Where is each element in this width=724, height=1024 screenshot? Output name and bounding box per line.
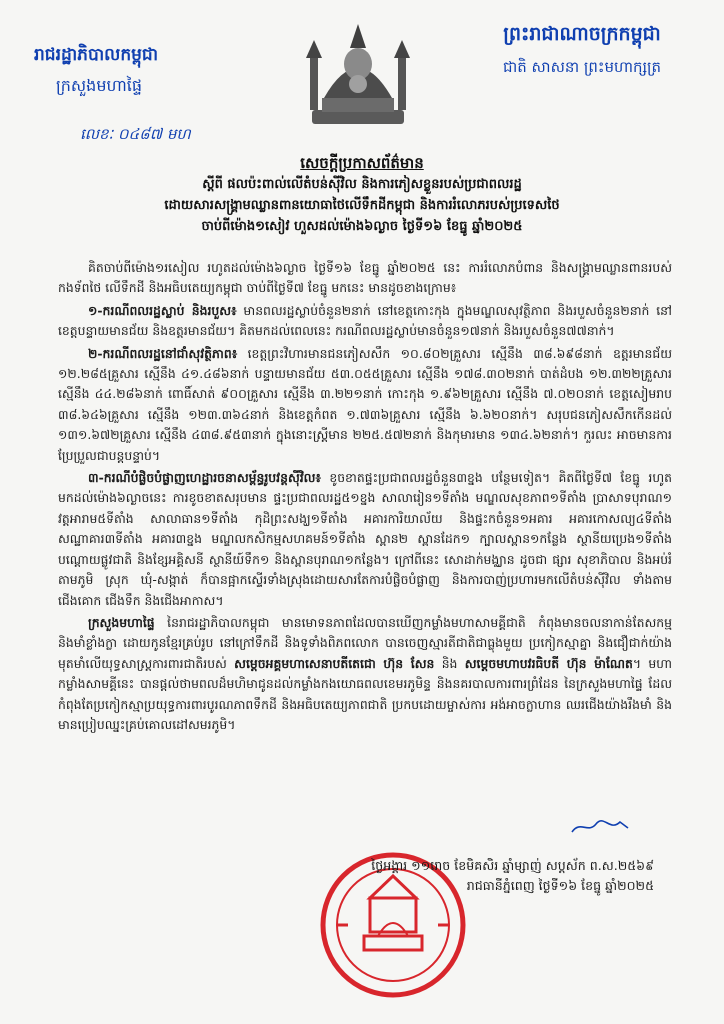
solar-date: រាជធានីភ្នំពេញ ថ្ងៃទី១៦ ខែធ្នូ ឆ្នាំ២០២៥ [466, 878, 654, 893]
intro-paragraph: គិតចាប់ពីម៉ោង១រសៀល រហូតដល់ម៉ោង៦ល្ងាច ថ្ងៃទី១៦ ខែធ្នូ ឆ្នាំ២០២៥ នេះ ការរំលោភបំពាន និងសង្គ្រាមឈ្លានពានរបស់កងទ័ពថៃ លើទឹកដី និងអធិបតេយ្យកម្ពុជា ចាប់ពីថ្ងៃទី៧ ខែធ្នូ មកនេះ មានដូចខាងក្រោម៖ [58, 260, 672, 296]
royal-emblem-icon [304, 18, 412, 132]
displaced-heading: ២-ករណីពលរដ្ឋនៅជាំសុវត្ថិភាព៖ [88, 345, 238, 361]
lunar-date: ថ្ងៃអង្គារ ១១រោច ខែមិគសិរ ឆ្នាំម្សាញ់ សប្តស័ក ព.ស.២៥៦៩ [371, 858, 654, 873]
date-block [371, 856, 654, 896]
paragraph-casualties [58, 301, 672, 342]
ministry-header [28, 44, 198, 147]
kingdom-name: ព្រះរាជាណាចក្រកម្ពុជា [503, 23, 661, 45]
national-motto: ជាតិ សាសនា ព្រះមហាក្សត្រ [502, 58, 662, 76]
document-title [70, 153, 654, 237]
paragraph-damage [58, 468, 672, 611]
leader-2: សម្ដេចមហាបវរធិបតី ហ៊ុន ម៉ាណែត [464, 655, 633, 671]
leader-1: សម្ដេចអគ្គមហាសេនាបតីតេជោ ហ៊ុន សែន [234, 655, 435, 671]
ministry-name: ក្រសួងមហាផ្ទៃ [56, 76, 143, 95]
ministry-text-end: ។ មហាកម្លាំងសាមគ្គីនេះ បានផ្តល់ថាមពលដ៏មហិមាជូនដល់កម្លាំងកងយោធពលខេមរភូមិន្ទ និងនគរបាលការពារព្រំដែន នៃក្រសួងមហាផ្ទៃ ដែលកំពុងតែប្រកៀកស្មាប្រយុទ្ធការពារបូរណភាពទឹកដី និងអធិបតេយ្យភាពជាតិ ប្រកបដោយម្ចាស់ការ អង់អាចក្លាហាន ឈរជើងយ៉ាងរឹងមាំ និងមានប្រៀបឈ្នះគ្រប់គោលដៅសមរភូមិ។ [58, 655, 672, 732]
damage-text: ខូចខាតផ្ទះប្រជាពលរដ្ឋចំនួន៣ខ្នង បន្ថែមទៀត។ គិតពីថ្ងៃទី៧ ខែធ្នូ រហូតមកដល់ម៉ោង៦ល្ងាចនេះ ការខូចខាតសរុបមាន ផ្ទះប្រជាពលរដ្ឋ៥១ខ្នង សាលារៀន១ទីតាំង មណ្ឌលសុខភាព១ទីតាំង ប្រាសាទបុរាណ១ វត្តអារាម៥ទីតាំង សាលាធាន១ទីតាំង កុដិព្រះសង្ឃ១ទីតាំង អគារការិយាល័យ និងផ្ទះកចំនួន១អគារ អគារកោសល្យ៤ទីតាំង សណ្ឋាគារ៣ទីតាំង អគារ៣ខ្នង មណ្ឌលកសិកម្មសហគមន៍១ទីតាំង ស្ពាន២ ស្ពានដែក១ ក្បាលស្ពាន១កន្លែង ស្ថានីយប្រេង១ទីតាំង បណ្ដោយផ្លូវជាតិ និងខ្សែអគ្គិសនី ស្ថានីយ៍ទឹក១ និងស្ពានបុរាណ១កន្លែង។ ក្រៅពីនេះ សោដាក់មង្ឈាន ដូចជា ផ្សារ សុខាភិបាល និងអប់រំតាមភូមិ ស្រុក ឃុំ-សង្កាត់ ក៏បានផ្អាកស្ទើរទាំងស្រុងដោយសារតែការបំផ្លិចបំផ្លាញ និងការបាញ់ប្រហារមកលើតំបន់ស៊ីវិល ទាំងតាមជើងគោក ជើងទឹក និងជើងអាកាស។ [58, 470, 672, 608]
paragraph-ministry [58, 613, 672, 735]
kingdom-header [482, 22, 682, 80]
signature-mark [570, 818, 630, 836]
ministry-heading: ក្រសួងមហាផ្ទៃ [88, 614, 155, 630]
displaced-text: ខេត្តព្រះវិហារមានជនភៀសសឹក ១០.៨០២គ្រួសារ ស្មើនឹង ៣៨.៦៩៨នាក់ ឧត្តរមានជ័យ ១២.២៨៥គ្រួសារ ស្មើនឹង ៤១.៤៨៦នាក់ បន្ទាយមានជ័យ ៥៣.០៥៥គ្រួសារ ស្មើនឹង ១៧៨.៣០២នាក់ បាត់ដំបង ១២.៣២២គ្រួសារ ស្មើនឹង ៤៤.២៨៦នាក់ ពោធិ៍សាត់ ៩០០គ្រួសារ ស្មើនឹង ៣.២២១នាក់ កោះកុង ១.៩៦២គ្រួសារ ស្មើនឹង ៧.០២០នាក់ ខេត្តសៀមរាប ៣៨.៦៤៦គ្រួសារ ស្មើនឹង ១២៣.៣៦៤នាក់ និងខេត្តកំពត ១.៧៣៦គ្រួសារ ស្មើនឹង ៦.៦២០នាក់។ សរុបជនភៀសសឹកកើនដល់ ១៣១.៦៧២គ្រួសារ ស្មើនឹង ៤៣៨.៩៥៣នាក់ ក្នុងនោះស្ត្រីមាន ២២៥.៥៧២នាក់ និងកុមារមាន ១៣៤.៦២នាក់។ កួរលះ អាចមានការប្រែប្រួលជាបន្តបន្ទាប់។ [58, 345, 672, 463]
title-line-4: ចាប់ពីម៉ោង១សៀវ ហួសដល់ម៉ោង៦ល្ងាច ថ្ងៃទី១៦ ខែធ្នូ ឆ្នាំ២០២៥ [201, 219, 523, 234]
casualties-heading: ១-ករណីពលរដ្ឋស្លាប់ និងរបួស៖ [88, 302, 237, 318]
document-body [58, 258, 672, 737]
damage-heading: ៣-ករណីបំផ្លិចបំផ្លាញហេដ្ឋារចនាសម្ព័ន្ធរូបវន្តស៊ីវិល៖ [88, 470, 321, 486]
ministry-text: នៃរាជរដ្ឋាភិបាលកម្ពុជា មានមោទនភាពដែលបានឃើញកម្លាំងមហាសាមគ្គីជាតិ កំពុងមានចលនាកាន់តែសកម្មនិងមាំខ្លាំងក្លា ដោយកូនខ្មែរគ្រប់រូប នៅក្រៅទឹកដី និងទូទាំងពិភពលោក បានចេញស្មារតីជាតិជាធ្លុងមួយ ប្រកៀកស្មាគ្នា និងជឿជាក់យ៉ាងមុតមាំលើយុទ្ធសាស្រ្តការពារជាតិរបស់ [58, 614, 672, 671]
casualties-text: មានពលរដ្ឋស្លាប់ចំនួន២នាក់ នៅខេត្តកោះកុង ក្នុងមណ្ឌលសុវត្ថិភាព និងរបួសចំនួន២នាក់ នៅខេត្តបន្ទាយមានជ័យ និងឧត្តរមានជ័យ។ គិតមកដល់ពេលនេះ ករណីពលរដ្ឋស្លាប់មានចំនួន១៧នាក់ និងរបួសចំនួន៧៧នាក់។ [58, 302, 672, 339]
paragraph-displaced [58, 344, 672, 466]
reference-number: លេខៈ ០៤៨៧ មហ [80, 125, 191, 143]
title-line-1: សេចក្តីប្រកាសព័ត៌មាន [300, 154, 424, 172]
title-line-2: ស្តីពី ផលប៉ះពាល់លើតំបន់ស៊ីវិល និងការភៀសខ្លួនរបស់ប្រជាពលរដ្ឋ [202, 177, 522, 192]
conjunction: និង [441, 655, 458, 671]
government-name: រាជរដ្ឋាភិបាលកម្ពុជា [34, 45, 159, 65]
title-line-3: ដោយសារសង្គ្រាមឈ្លានពានយោធាថៃលើទឹកដីកម្ពុជា និងការរំលោភរបស់ប្រទេសថៃ [164, 198, 560, 213]
